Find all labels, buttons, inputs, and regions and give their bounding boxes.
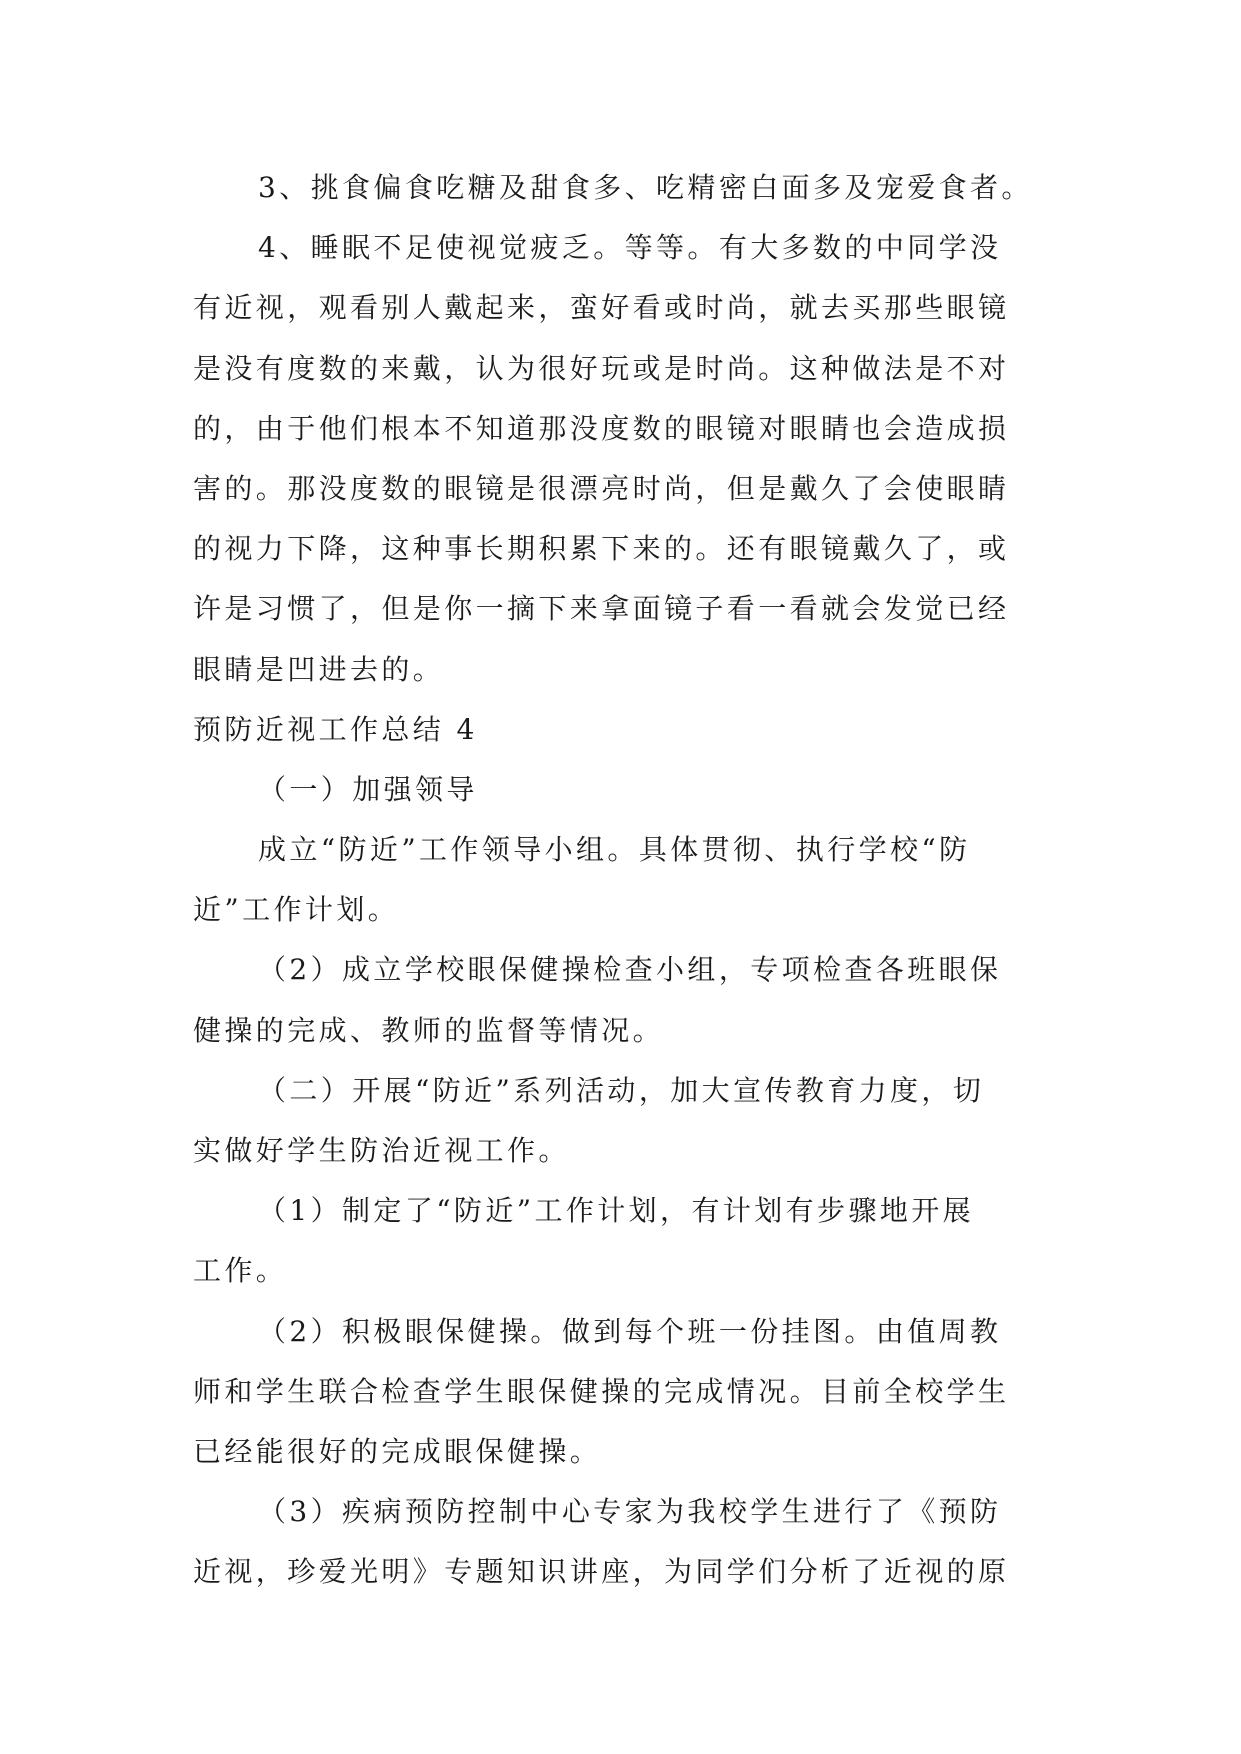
- text-line: 成立“防近”工作领导小组。具体贯彻、执行学校“防: [258, 833, 971, 867]
- text-line: 4、睡眠不足使视觉疲乏。等等。有大多数的中同学没: [258, 231, 1002, 265]
- text-line: （2）成立学校眼保健操检查小组，专项检查各班眼保: [258, 953, 1002, 987]
- document-body: [193, 158, 1055, 1603]
- text-line: 的视力下降，这种事长期积累下来的。还有眼镜戴久了，或: [193, 532, 1010, 566]
- subheading: （一）加强领导: [258, 772, 478, 806]
- text-line: 实做好学生防治近视工作。: [193, 1134, 570, 1167]
- text-line: 有近视，观看别人戴起来，蛮好看或时尚，就去买那些眼镜: [193, 291, 1010, 325]
- text-line: 健操的完成、教师的监督等情况。: [193, 1013, 665, 1047]
- text-line: 害的。那没度数的眼镜是很漂亮时尚，但是戴久了会使眼睛: [193, 471, 1010, 505]
- text-line: 工作。: [193, 1254, 288, 1288]
- text-line: （3）疾病预防控制中心专家为我校学生进行了《预防: [258, 1495, 1002, 1529]
- text-line: 许是习惯了，但是你一摘下来拿面镜子看一看就会发觉已经: [193, 592, 1010, 626]
- section-heading: 预防近视工作总结 4: [193, 712, 478, 746]
- text-line: 3、挑食偏食吃糖及甜食多、吃精密白面多及宠爱食者。: [258, 171, 1033, 204]
- text-line: 近”工作计划。: [193, 893, 400, 927]
- text-line: 近视，珍爱光明》专题知识讲座，为同学们分析了近视的原: [193, 1555, 1010, 1589]
- text-line: （1）制定了“防近”工作计划，有计划有步骤地开展: [258, 1194, 975, 1228]
- text-line: 已经能很好的完成眼保健操。: [193, 1434, 602, 1468]
- text-line: 眼睛是凹进去的。: [193, 652, 445, 686]
- text-line: 的，由于他们根本不知道那没度数的眼镜对眼睛也会造成损: [193, 411, 1010, 445]
- text-line: 师和学生联合检查学生眼保健操的完成情况。目前全校学生: [193, 1374, 1010, 1408]
- text-line: 是没有度数的来戴，认为很好玩或是时尚。这种做法是不对: [193, 351, 1010, 385]
- text-line: （2）积极眼保健操。做到每个班一份挂图。由值周教: [258, 1314, 1002, 1348]
- subheading: （二）开展“防近”系列活动，加大宣传教育力度，切: [258, 1073, 985, 1107]
